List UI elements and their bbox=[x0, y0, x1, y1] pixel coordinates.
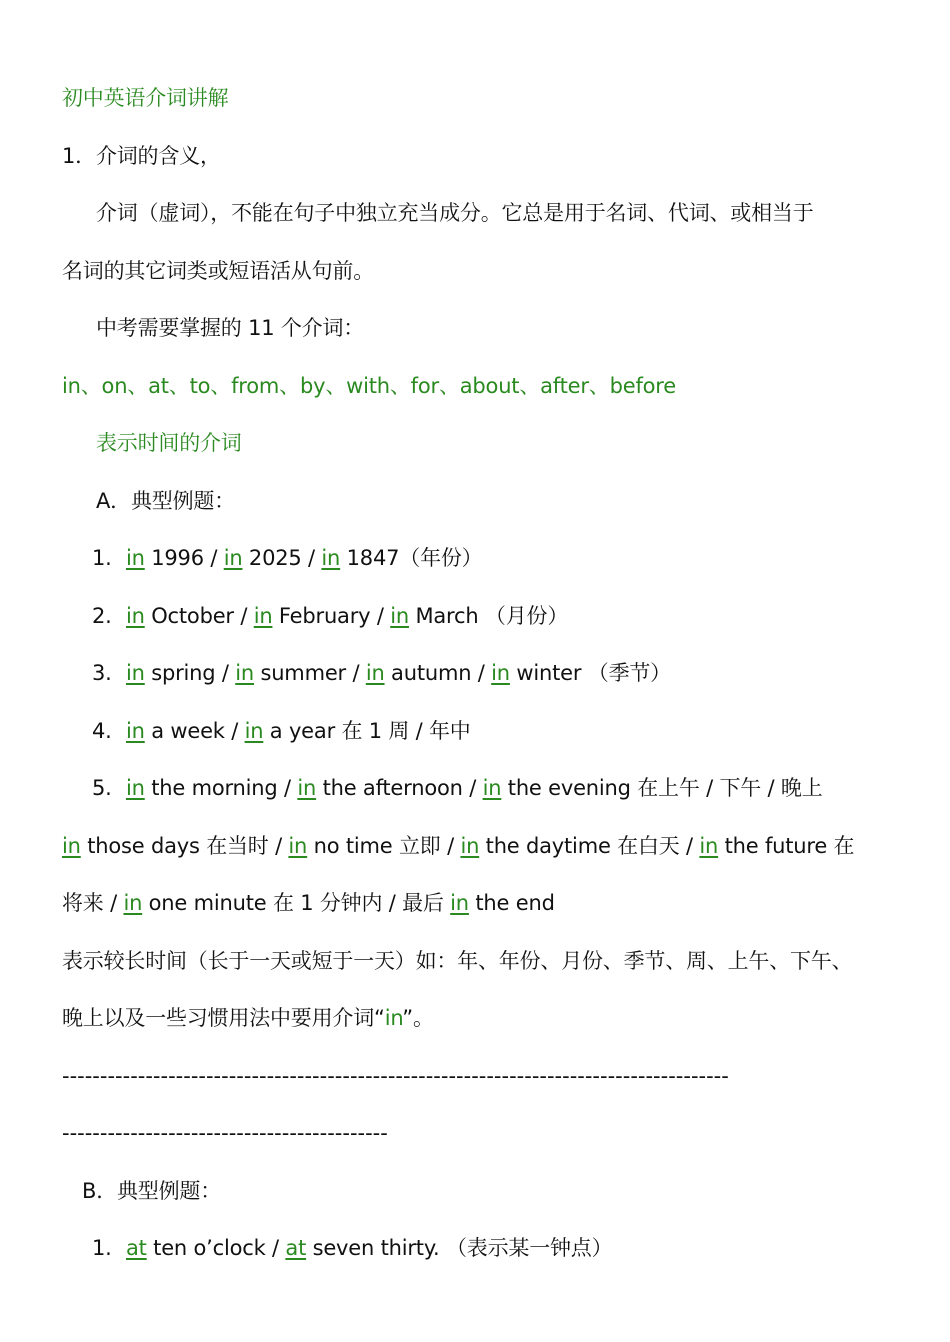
example-line bbox=[62, 645, 902, 703]
example-text: 2025 / bbox=[242, 546, 322, 570]
example-text: one minute 在 1 分钟内 / 最后 bbox=[142, 891, 451, 915]
part-b-heading: B．典型例题： bbox=[82, 1178, 222, 1203]
document-body bbox=[62, 70, 902, 1278]
example-text: a week / bbox=[144, 718, 245, 743]
example-number: 4. bbox=[92, 718, 112, 743]
example-text: the evening 在上午 / 下午 / 晚上 bbox=[501, 776, 823, 800]
example-text: winter （季节） bbox=[509, 661, 671, 685]
example-number: 1. bbox=[92, 546, 112, 570]
example-number: 3. bbox=[92, 661, 112, 685]
example-text: the morning / bbox=[144, 776, 298, 800]
example-text: spring / bbox=[144, 661, 236, 685]
example-line bbox=[62, 588, 902, 646]
keyword: in bbox=[482, 776, 502, 800]
example-text: no time 立即 / bbox=[307, 833, 461, 858]
example-text: seven thirty. （表示某一钟点） bbox=[306, 1236, 613, 1260]
section-heading: 1．介词的含义， bbox=[62, 143, 221, 168]
keyword: in bbox=[123, 891, 143, 915]
example-line bbox=[62, 703, 902, 761]
keyword: in bbox=[321, 546, 341, 570]
keyword: in bbox=[126, 546, 145, 570]
example-text: 1847（年份） bbox=[340, 546, 483, 570]
part-a-heading: A．典型例题： bbox=[96, 488, 235, 513]
keyword: in bbox=[384, 1006, 403, 1030]
summary-text: ”。 bbox=[402, 1006, 434, 1030]
example-line bbox=[62, 530, 902, 588]
keyword: at bbox=[285, 1236, 307, 1260]
keyword: in bbox=[126, 718, 145, 743]
example-text: the afternoon / bbox=[316, 776, 483, 800]
keyword: in bbox=[244, 718, 264, 743]
summary-text: 晚上以及一些习惯用法中要用介词“ bbox=[62, 1006, 385, 1030]
example-text: February / bbox=[272, 603, 391, 628]
keyword: in bbox=[253, 603, 273, 628]
keyword: in bbox=[235, 661, 254, 685]
summary-line-2 bbox=[62, 990, 902, 1048]
example-continuation-line bbox=[62, 875, 902, 933]
keyword: in bbox=[126, 603, 145, 628]
example-text: the future 在 bbox=[718, 833, 855, 858]
document-title: 初中英语介词讲解 bbox=[62, 86, 229, 110]
example-text: ten o’clock / bbox=[146, 1236, 286, 1260]
separator-line-2: ------------------------------------------- bbox=[62, 1121, 388, 1145]
example-number: 5. bbox=[92, 776, 112, 800]
keyword: in bbox=[223, 546, 243, 570]
example-text: summer / bbox=[253, 661, 366, 685]
definition-line-1: 介词（虚词），不能在句子中独立充当成分。它总是用于名词、代词、或相当于 bbox=[96, 201, 814, 225]
example-text: the daytime 在白天 / bbox=[479, 833, 700, 858]
keyword: in bbox=[491, 661, 510, 685]
example-text: autumn / bbox=[384, 661, 492, 685]
example-line bbox=[62, 1220, 902, 1278]
keyword: in bbox=[365, 661, 385, 685]
keyword: in bbox=[450, 891, 469, 915]
keyword: in bbox=[390, 603, 409, 628]
example-text: the end bbox=[468, 891, 555, 915]
preposition-list: in、on、at、to、from、by、with、for、about、after、before bbox=[62, 373, 676, 398]
keyword: in bbox=[297, 776, 317, 800]
example-text: March （月份） bbox=[408, 603, 569, 628]
example-line bbox=[62, 760, 902, 818]
example-text: October / bbox=[144, 603, 254, 628]
example-number: 1. bbox=[92, 1236, 112, 1260]
example-text: a year 在 1 周 / 年中 bbox=[263, 718, 471, 743]
example-text: 1996 / bbox=[144, 546, 224, 570]
separator-line-1: ---------------------------------------------------------------------------------------- bbox=[62, 1063, 729, 1088]
example-text: 将来 / bbox=[62, 891, 124, 915]
example-number: 2. bbox=[92, 603, 112, 628]
keyword: in bbox=[126, 776, 145, 800]
definition-line-2: 名词的其它词类或短语活从句前。 bbox=[62, 258, 374, 283]
keyword: at bbox=[126, 1236, 147, 1260]
keyword: in bbox=[460, 833, 480, 858]
example-continuation-line bbox=[62, 818, 902, 876]
keyword: in bbox=[288, 833, 308, 858]
preposition-count-line: 中考需要掌握的 11 个介词： bbox=[96, 316, 365, 340]
keyword: in bbox=[699, 833, 719, 858]
keyword: in bbox=[62, 833, 81, 858]
example-text: those days 在当时 / bbox=[80, 833, 289, 858]
keyword: in bbox=[126, 661, 145, 685]
time-prepositions-heading: 表示时间的介词 bbox=[96, 431, 242, 455]
summary-line-1: 表示较长时间（长于一天或短于一天）如：年、年份、月份、季节、周、上午、下午、 bbox=[62, 948, 853, 973]
